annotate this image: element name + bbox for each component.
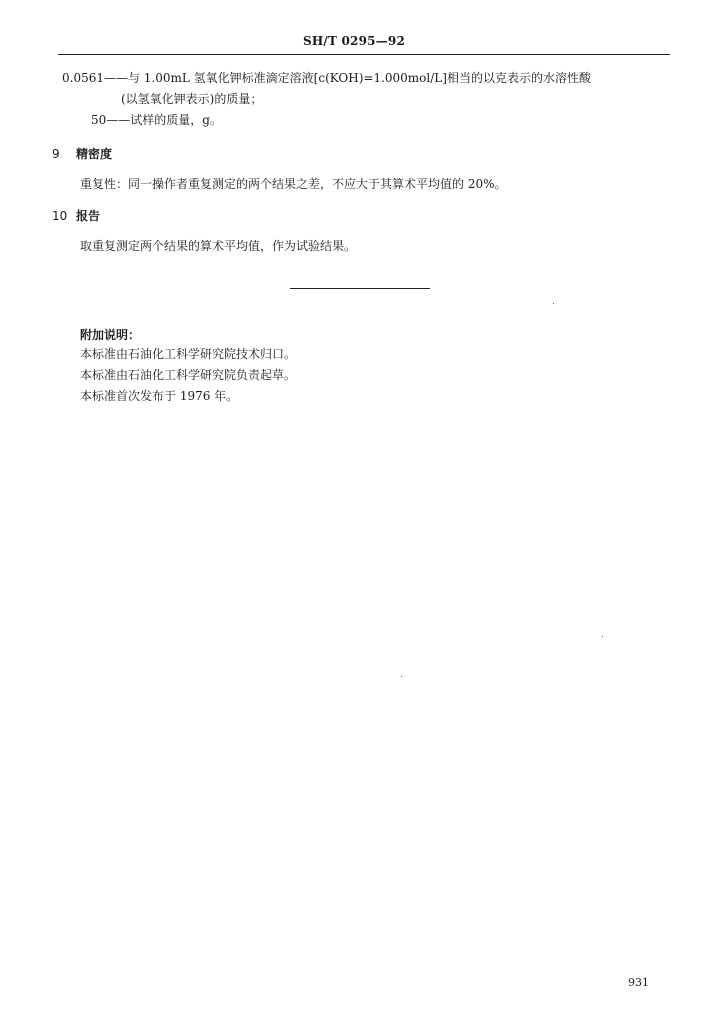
- header-rule: [58, 54, 670, 55]
- additional-notes-title: 附加说明：: [80, 328, 141, 342]
- section-10-heading: [52, 207, 100, 224]
- additional-note-item: 本标准首次发布于 1976 年。: [80, 389, 239, 403]
- end-of-text-rule: [290, 288, 430, 289]
- formula-legend-line-1: 0.0561——与 1.00mL 氢氧化钾标准滴定溶液[c(KOH)=1.000mol/L]相当的以克表示的水溶性酸: [62, 71, 591, 85]
- scan-speck: [401, 676, 402, 677]
- section-9-body: 重复性：同一操作者重复测定的两个结果之差，不应大于其算术平均值的 20%。: [80, 177, 507, 191]
- scan-speck: [602, 636, 603, 637]
- section-10-title: 报告: [76, 209, 101, 223]
- additional-note-item: 本标准由石油化工科学研究院技术归口。: [80, 347, 297, 361]
- section-9-heading: [52, 145, 112, 162]
- section-9-number: 9: [52, 147, 60, 161]
- formula-legend-line-3: 50——试样的质量，g。: [91, 113, 222, 127]
- section-9-title: 精密度: [76, 147, 113, 161]
- additional-note-item: 本标准由石油化工科学研究院负责起草。: [80, 368, 297, 382]
- page-number: 931: [628, 976, 649, 989]
- section-10-number: 10: [52, 209, 68, 223]
- section-10-body: 取重复测定两个结果的算术平均值，作为试验结果。: [80, 239, 357, 253]
- formula-legend-line-2: (以氢氧化钾表示)的质量；: [121, 92, 263, 106]
- header-standard-code: SH/T 0295—92: [303, 34, 405, 48]
- scan-speck: [553, 303, 554, 304]
